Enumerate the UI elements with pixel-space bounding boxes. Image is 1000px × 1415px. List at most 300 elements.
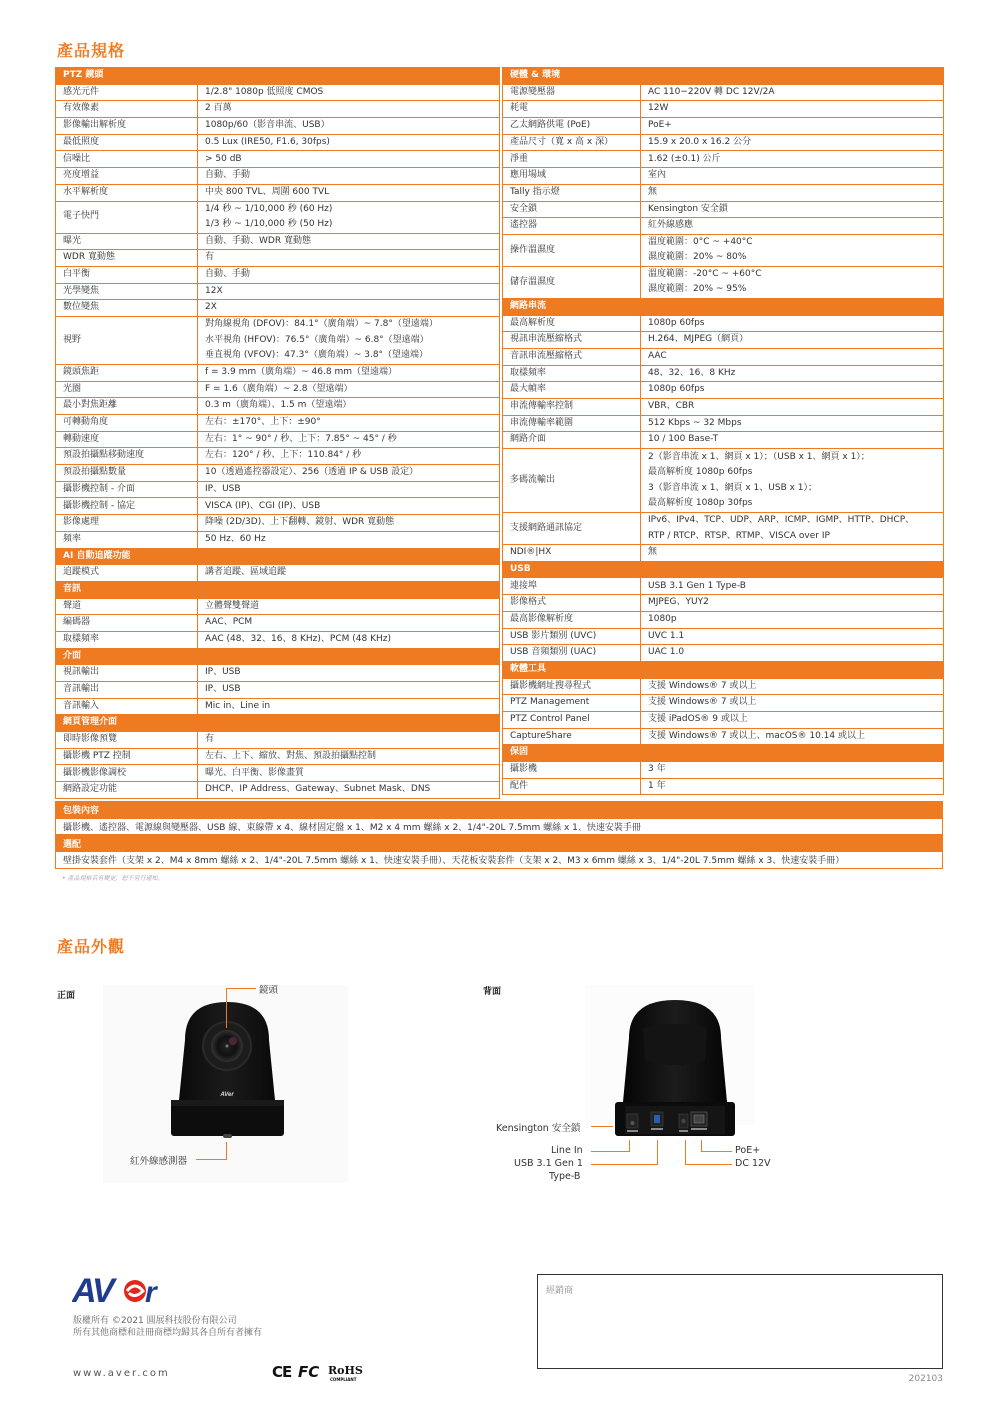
line-in-callout-line-v	[629, 1140, 630, 1152]
spec-group-header	[56, 648, 500, 665]
spec-label: 音訊輸入	[56, 698, 198, 715]
spec-value-line: 室內	[648, 170, 667, 181]
spec-value	[198, 415, 500, 432]
spec-label: 最大幀率	[503, 382, 641, 399]
spec-label: 淨重	[503, 151, 641, 168]
spec-value-line: 曝光、白平衡、影像畫質	[205, 767, 305, 778]
spec-row	[503, 595, 944, 612]
spec-row	[56, 748, 500, 765]
spec-value	[198, 615, 500, 632]
spec-group-header	[503, 298, 944, 315]
spec-value-line: f = 3.9 mm（廣角端）~ 46.8 mm（望遠端）	[205, 367, 397, 378]
document-code: 202103	[908, 1374, 943, 1384]
spec-label: NDI®|HX	[503, 545, 641, 562]
dc-callout-line-h	[685, 1164, 732, 1165]
lens-callout-line-v	[226, 988, 227, 1028]
spec-row	[503, 728, 944, 745]
spec-label: 光學變焦	[56, 283, 198, 300]
spec-value-line: 3 年	[648, 764, 666, 775]
spec-value-line: 自動、手動	[205, 268, 251, 279]
package-content: 攝影機、遙控器、電源線與變壓器、USB 線、束線帶 x 4、線材固定盤 x 1、M2 x 4 mm 螺絲 x 2、1/4"-20L 7.5mm 螺絲 x 1、快速安裝手冊	[56, 818, 943, 835]
spec-row	[56, 84, 500, 101]
spec-row	[503, 266, 944, 298]
spec-value-line: 50 Hz、60 Hz	[205, 533, 266, 544]
package-table	[55, 801, 943, 869]
spec-label: 最高影像解析度	[503, 611, 641, 628]
spec-value-line: 1080p 60fps	[648, 384, 705, 395]
spec-row	[56, 184, 500, 201]
spec-value	[198, 300, 500, 317]
appearance-section-title: 產品外觀	[57, 937, 126, 956]
spec-value-line: Kensington 安全鎖	[648, 203, 728, 214]
spec-value-line: 1.62 (±0.1) 公斤	[648, 153, 721, 164]
spec-label: 亮度增益	[56, 168, 198, 185]
spec-label: 連接埠	[503, 578, 641, 595]
spec-value	[198, 84, 500, 101]
spec-value-line: 15.9 x 20.0 x 16.2 公分	[648, 136, 752, 147]
callout-usb-line1: USB 3.1 Gen 1	[514, 1158, 583, 1169]
spec-label: 電源變壓器	[503, 84, 641, 101]
fcc-mark-icon: FC	[298, 1363, 320, 1381]
spec-row	[56, 316, 500, 364]
optional-header: 選配	[56, 835, 943, 852]
spec-group-header	[503, 661, 944, 678]
spec-row	[503, 778, 944, 795]
spec-value	[198, 598, 500, 615]
spec-label: 預設拍攝點數量	[56, 465, 198, 482]
spec-row	[503, 315, 944, 332]
spec-group-header	[56, 68, 500, 85]
spec-value-line: 最高解析度 1080p 60fps	[648, 467, 753, 478]
spec-value-line: 2 百萬	[205, 103, 232, 114]
spec-value	[641, 266, 944, 298]
spec-label: 最低照度	[56, 134, 198, 151]
spec-value-line: 紅外線感應	[648, 220, 694, 231]
spec-value	[198, 118, 500, 135]
spec-row	[56, 250, 500, 267]
spec-row	[56, 598, 500, 615]
spec-label: 攝影機控制 - 介面	[56, 481, 198, 498]
spec-value-line: 2X	[205, 302, 217, 313]
spec-label: 音訊串流壓縮格式	[503, 348, 641, 365]
spec-label: 儲存溫濕度	[503, 266, 641, 298]
callout-ir-sensor: 紅外線感測器	[130, 1156, 188, 1167]
spec-value	[198, 481, 500, 498]
spec-row	[56, 134, 500, 151]
spec-row	[56, 498, 500, 515]
spec-row	[56, 782, 500, 799]
spec-label: 乙太網路供電 (PoE)	[503, 118, 641, 135]
spec-value	[641, 201, 944, 218]
spec-value	[198, 465, 500, 482]
spec-row	[503, 449, 944, 513]
spec-label: 串流傳輸率範圍	[503, 415, 641, 432]
spec-value	[198, 364, 500, 381]
spec-label: 視野	[56, 316, 198, 364]
front-view-label: 正面	[57, 991, 76, 1001]
spec-group-title: USB	[503, 561, 944, 578]
spec-label: 影像輸出解析度	[56, 118, 198, 135]
spec-row	[503, 332, 944, 349]
spec-value-line: 立體聲雙聲道	[205, 600, 260, 611]
spec-row	[56, 698, 500, 715]
spec-label: 配件	[503, 778, 641, 795]
spec-value	[198, 682, 500, 699]
spec-table-left	[55, 67, 500, 799]
svg-text:AV: AV	[72, 1272, 113, 1307]
line-in-callout-line-h	[591, 1151, 630, 1152]
spec-value	[641, 449, 944, 513]
callout-dc: DC 12V	[735, 1158, 771, 1169]
spec-label: 操作溫濕度	[503, 234, 641, 266]
spec-value-line: IPv6、IPv4、TCP、UDP、ARP、ICMP、IGMP、HTTP、DHCP、	[648, 515, 915, 526]
spec-row	[56, 101, 500, 118]
spec-label: 視訊串流壓縮格式	[503, 332, 641, 349]
spec-row	[56, 565, 500, 582]
kensington-callout-line	[591, 1126, 613, 1127]
spec-value	[198, 515, 500, 532]
spec-label: WDR 寬動態	[56, 250, 198, 267]
spec-value	[641, 545, 944, 562]
spec-value-line: 1080p 60fps	[648, 317, 705, 328]
spec-value	[641, 595, 944, 612]
spec-value-line: AAC (48、32、16、8 KHz)、PCM (48 KHz)	[205, 634, 391, 645]
spec-row	[56, 168, 500, 185]
spec-label: 攝影機影像調校	[56, 765, 198, 782]
spec-label: USB 影片類別 (UVC)	[503, 628, 641, 645]
spec-value	[641, 711, 944, 728]
spec-row	[56, 201, 500, 233]
spec-value	[198, 398, 500, 415]
spec-value	[641, 134, 944, 151]
spec-value	[641, 151, 944, 168]
spec-value-line: VISCA (IP)、CGI (IP)、USB	[205, 500, 321, 511]
spec-value	[198, 151, 500, 168]
spec-row	[56, 300, 500, 317]
spec-value-line: 12X	[205, 285, 223, 296]
rohs-mark-icon: RoHS	[328, 1364, 363, 1377]
spec-value-line: 3（影音串流 x 1、網頁 x 1、USB x 1）；	[648, 482, 818, 493]
spec-value	[198, 665, 500, 682]
spec-value	[641, 513, 944, 545]
spec-value	[198, 732, 500, 749]
spec-row	[503, 168, 944, 185]
spec-row	[56, 515, 500, 532]
spec-value-line: 1/3 秒 ~ 1/10,000 秒 (50 Hz)	[205, 219, 333, 229]
spec-value	[641, 168, 944, 185]
aver-logo	[72, 1271, 172, 1307]
spec-label: 電子快門	[56, 201, 198, 233]
spec-value	[641, 118, 944, 135]
spec-label: 安全鎖	[503, 201, 641, 218]
spec-value-line: UVC 1.1	[648, 630, 685, 641]
spec-row	[56, 465, 500, 482]
spec-value-line: 1/2.8" 1080p 低照度 CMOS	[205, 86, 324, 97]
spec-value	[641, 762, 944, 779]
lens-callout-line-h	[226, 988, 256, 989]
ir-callout-line-v	[226, 1142, 227, 1159]
spec-value-line: F = 1.6（廣角端）~ 2.8（望遠端）	[205, 383, 353, 394]
spec-label: 追蹤模式	[56, 565, 198, 582]
spec-label: 鏡頭焦距	[56, 364, 198, 381]
spec-row	[56, 233, 500, 250]
spec-label: 感光元件	[56, 84, 198, 101]
rohs-compliant-text: COMPLIANT	[330, 1377, 357, 1382]
spec-value-line: 0.3 m（廣角端）、1.5 m（望遠端）	[205, 400, 352, 411]
svg-text:r: r	[145, 1276, 157, 1307]
spec-value-line: 0.5 Lux (IRE50, F1.6, 30fps)	[205, 136, 330, 147]
spec-value-line: 512 Kbps ~ 32 Mbps	[648, 417, 742, 428]
spec-value	[198, 184, 500, 201]
spec-label: Tally 指示燈	[503, 184, 641, 201]
spec-value-line: MJPEG、YUY2	[648, 597, 709, 608]
spec-value-line: IP、USB	[205, 483, 241, 494]
spec-row	[503, 545, 944, 562]
spec-row	[56, 381, 500, 398]
spec-label: 水平解析度	[56, 184, 198, 201]
spec-label: USB 音頻類別 (UAC)	[503, 645, 641, 662]
spec-row	[503, 762, 944, 779]
spec-row	[503, 84, 944, 101]
spec-value	[198, 748, 500, 765]
spec-group-header	[56, 548, 500, 565]
spec-label: 轉動速度	[56, 431, 198, 448]
spec-value-line: PoE+	[648, 120, 672, 131]
spec-value	[198, 201, 500, 233]
spec-value-line: H.264、MJPEG（網頁）	[648, 334, 749, 345]
spec-group-title: 保固	[503, 745, 944, 762]
spec-value	[641, 348, 944, 365]
spec-value-line: 支援 Windows® 7 或以上	[648, 697, 757, 708]
spec-value	[198, 266, 500, 283]
spec-group-title: 硬體 & 環境	[503, 68, 944, 85]
spec-value	[641, 728, 944, 745]
dealer-box	[537, 1274, 943, 1369]
spec-label: 取樣頻率	[503, 365, 641, 382]
spec-value	[641, 645, 944, 662]
spec-label: 攝影機網址搜尋程式	[503, 678, 641, 695]
spec-label: 最小對焦距離	[56, 398, 198, 415]
spec-value-line: 支援 Windows® 7 或以上、macOS® 10.14 或以上	[648, 730, 865, 741]
spec-label: 聲道	[56, 598, 198, 615]
spec-row	[503, 348, 944, 365]
spec-row	[56, 431, 500, 448]
spec-row	[56, 283, 500, 300]
spec-value	[198, 101, 500, 118]
spec-value-line: > 50 dB	[205, 153, 242, 164]
spec-value-line: 支援 iPadOS® 9 或以上	[648, 714, 748, 725]
spec-row	[503, 218, 944, 235]
spec-value-line: USB 3.1 Gen 1 Type-B	[648, 580, 746, 591]
dealer-label: 經銷商	[546, 1286, 574, 1296]
spec-label: 即時影像預覽	[56, 732, 198, 749]
spec-label: PTZ Management	[503, 695, 641, 712]
spec-label: 編碼器	[56, 615, 198, 632]
spec-row	[503, 365, 944, 382]
spec-value-line: DHCP、IP Address、Gateway、Subnet Mask、DNS	[205, 784, 431, 795]
spec-value-line: IP、USB	[205, 684, 241, 695]
spec-row	[503, 578, 944, 595]
spec-value	[641, 218, 944, 235]
spec-value-line: 中央 800 TVL、周圍 600 TVL	[205, 186, 330, 197]
spec-row	[503, 678, 944, 695]
spec-group-title: 軟體工具	[503, 661, 944, 678]
spec-value	[641, 778, 944, 795]
spec-value	[198, 631, 500, 648]
spec-group-title: 介面	[56, 648, 500, 665]
spec-row	[56, 732, 500, 749]
spec-table-right	[502, 67, 944, 795]
spec-label: 支援網路通訊協定	[503, 513, 641, 545]
spec-value-line: UAC 1.0	[648, 647, 685, 658]
spec-value-line: 1/4 秒 ~ 1/10,000 秒 (60 Hz)	[205, 203, 333, 214]
callout-line-in: Line In	[551, 1145, 583, 1156]
spec-label: 白平衡	[56, 266, 198, 283]
spec-group-header	[56, 581, 500, 598]
spec-group-header	[56, 715, 500, 732]
spec-row	[503, 201, 944, 218]
spec-row	[56, 448, 500, 465]
spec-value-line: 最高解析度 1080p 30fps	[648, 498, 753, 509]
spec-row	[56, 266, 500, 283]
spec-value	[198, 531, 500, 548]
spec-label: 取樣頻率	[56, 631, 198, 648]
spec-value	[641, 678, 944, 695]
spec-row	[503, 184, 944, 201]
spec-label: CaptureShare	[503, 728, 641, 745]
spec-value	[641, 332, 944, 349]
spec-label: 音訊輸出	[56, 682, 198, 699]
spec-value	[641, 611, 944, 628]
spec-label: 光圈	[56, 381, 198, 398]
spec-value	[641, 415, 944, 432]
spec-row	[56, 531, 500, 548]
spec-value-line: Mic in、Line in	[205, 700, 271, 711]
spec-value-line: 有	[205, 734, 215, 745]
spec-value-line: 支援 Windows® 7 或以上	[648, 680, 757, 691]
spec-value	[198, 283, 500, 300]
spec-value	[641, 399, 944, 416]
spec-value	[641, 184, 944, 201]
spec-label: 有效像素	[56, 101, 198, 118]
callout-usb-line2: Type-B	[549, 1171, 581, 1182]
spec-value-line: 濕度範圍：20% ~ 95%	[648, 284, 747, 295]
optional-content: 壁掛安裝套件（支架 x 2、M4 x 8mm 螺絲 x 2、1/4"-20L 7.5mm 螺絲 x 1、快速安裝手冊）、天花板安裝套件（支架 x 2、M3 x 6mm 螺絲 x 3、1/4"-20L 7.5mm 螺絲 x 3、快速安裝手冊）	[56, 852, 943, 869]
spec-row	[56, 631, 500, 648]
spec-row	[503, 151, 944, 168]
spec-label: 耗電	[503, 101, 641, 118]
spec-label: 攝影機 PTZ 控制	[56, 748, 198, 765]
spec-row	[503, 118, 944, 135]
camera-front-image	[165, 1000, 290, 1145]
spec-value-line: IP、USB	[205, 667, 241, 678]
spec-value-line: 1 年	[648, 780, 666, 791]
spec-value	[198, 448, 500, 465]
spec-value-line: 水平視角 (HFOV)：76.5°（廣角端）~ 6.8°（望遠端）	[205, 334, 429, 345]
spec-row	[503, 101, 944, 118]
spec-value	[198, 134, 500, 151]
spec-value-line: 自動、手動、WDR 寬動態	[205, 235, 311, 246]
svg-text:AVer: AVer	[220, 1092, 234, 1098]
spec-label: 遙控器	[503, 218, 641, 235]
spec-row	[503, 134, 944, 151]
spec-row	[503, 711, 944, 728]
spec-value-line: 溫度範圍：-20°C ~ +60°C	[648, 268, 762, 279]
spec-value	[198, 316, 500, 364]
website-link[interactable]: www.aver.com	[73, 1368, 170, 1379]
usb-callout-line-v	[657, 1140, 658, 1165]
ir-callout-line-h	[196, 1159, 227, 1160]
spec-value-line: 2（影音串流 x 1、網頁 x 1）；（USB x 1、網頁 x 1）；	[648, 451, 870, 462]
spec-group-header	[503, 745, 944, 762]
spec-value-line: 無	[648, 547, 658, 558]
spec-row	[503, 432, 944, 449]
spec-label: 產品尺寸（寬 x 高 x 深）	[503, 134, 641, 151]
poe-callout-line-h	[701, 1151, 732, 1152]
spec-value-line: 左右：120° / 秒、上下：110.84° / 秒	[205, 450, 362, 461]
spec-value	[198, 381, 500, 398]
spec-value	[198, 698, 500, 715]
spec-group-title: 音訊	[56, 581, 500, 598]
spec-value-line: 無	[648, 186, 658, 197]
spec-row	[56, 682, 500, 699]
spec-label: 頻率	[56, 531, 198, 548]
spec-group-title: AI 自動追蹤功能	[56, 548, 500, 565]
spec-value	[198, 233, 500, 250]
spec-value-line: VBR、CBR	[648, 401, 695, 412]
spec-row	[503, 628, 944, 645]
camera-back-image	[611, 998, 739, 1140]
spec-label: 串流傳輸率控制	[503, 399, 641, 416]
spec-value-line: 左右、上下、縮放、對焦、預設拍攝點控制	[205, 750, 377, 761]
spec-value	[641, 578, 944, 595]
spec-label: 網路設定功能	[56, 782, 198, 799]
spec-value-line: 48、32、16、8 KHz	[648, 367, 736, 378]
spec-label: 預設拍攝點移動速度	[56, 448, 198, 465]
spec-value-line: 有	[205, 252, 215, 263]
callout-kensington: Kensington 安全鎖	[496, 1123, 581, 1134]
spec-row	[56, 398, 500, 415]
spec-label: 曝光	[56, 233, 198, 250]
spec-group-title: 網頁管理介面	[56, 715, 500, 732]
spec-value-line: 降噪 (2D/3D)、上下翻轉、鏡射、WDR 寬動態	[205, 517, 395, 528]
spec-value	[641, 365, 944, 382]
spec-row	[503, 695, 944, 712]
spec-row	[503, 645, 944, 662]
spec-row	[503, 234, 944, 266]
spec-label: 多碼流輸出	[503, 449, 641, 513]
spec-value-line: 12W	[648, 103, 669, 114]
spec-row	[503, 611, 944, 628]
spec-value	[198, 168, 500, 185]
dc-callout-line-v	[685, 1140, 686, 1165]
spec-value	[641, 695, 944, 712]
spec-group-header	[503, 561, 944, 578]
spec-change-note: • 產品規格若有變更，恕不另行通知。	[62, 875, 164, 882]
spec-value-line: 溫度範圍：0°C ~ +40°C	[648, 236, 753, 247]
spec-label: 網路介面	[503, 432, 641, 449]
spec-value-line: 1080p/60（影音串流、USB）	[205, 120, 330, 131]
spec-label: 可轉動角度	[56, 415, 198, 432]
spec-label: 最高解析度	[503, 315, 641, 332]
spec-value-line: 自動、手動	[205, 170, 251, 181]
spec-label: 影像處理	[56, 515, 198, 532]
spec-value	[198, 250, 500, 267]
spec-label: PTZ Control Panel	[503, 711, 641, 728]
spec-row	[56, 415, 500, 432]
spec-value	[641, 628, 944, 645]
spec-value	[198, 498, 500, 515]
